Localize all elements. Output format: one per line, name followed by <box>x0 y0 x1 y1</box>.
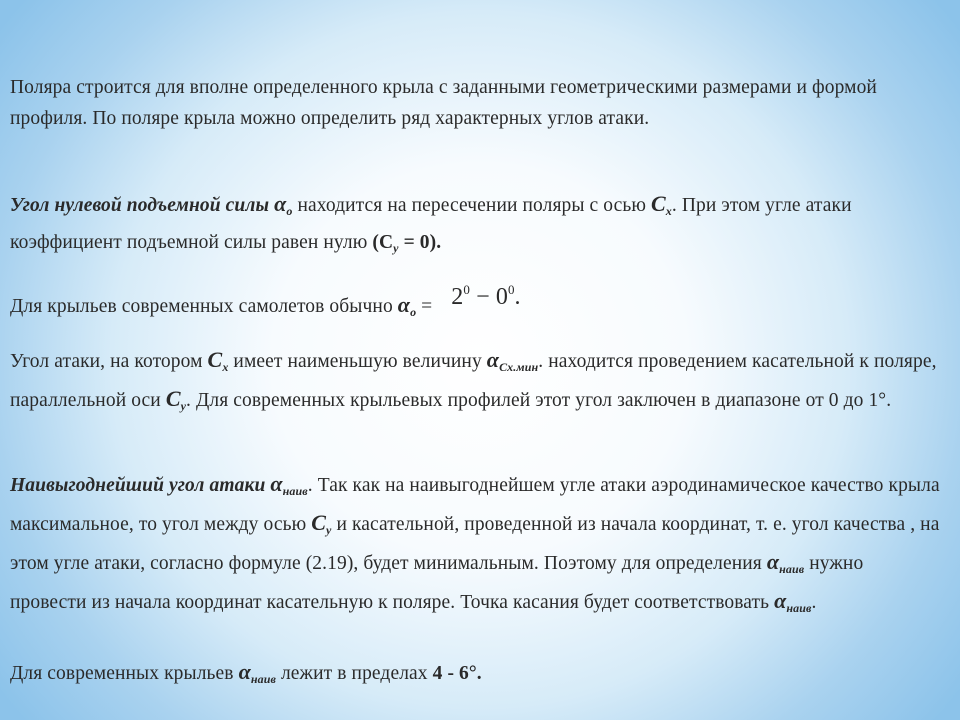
min-drag-text-3: . находится проведением касательной к поляре, параллельной оси <box>10 351 937 411</box>
paragraph-optimal-angle <box>10 468 940 624</box>
zero-lift-term: Угол нулевой подъемной силы <box>10 195 270 216</box>
optimal-text-1: . Так как на наивыгоднейшем угле атаки аэродинамическое качество крыла максимальное, то угол между осью <box>10 475 940 535</box>
paragraph-typical-zero-lift <box>10 282 940 328</box>
optimal-range-text-1: Для современных крыльев <box>10 663 234 684</box>
min-drag-text-2: имеет наименьшую величину <box>233 351 482 372</box>
alpha-symbol: $\alpha_{наив}$ <box>774 588 812 615</box>
optimal-text-3: нужно провести из начала координат касательную к поляре. Точка касания будет соответствовать <box>10 553 864 613</box>
optimal-text-2: и касательной, проведенной из начала координат, т. е. угол качества , на этом угле атаки, согласно формуле (2.19), будет минимальным. Поэтому для определения <box>10 514 940 574</box>
cy-symbol: $C_y$ <box>165 386 187 413</box>
paragraph-optimal-range <box>10 656 940 695</box>
cy-symbol: $C_y$ <box>311 510 332 537</box>
paragraph-min-drag-angle <box>10 344 940 422</box>
alpha-symbol: $\alpha_{наив}$ <box>766 549 805 576</box>
optimal-range-text-2: лежит в пределах <box>280 663 428 684</box>
alpha-symbol: $\alpha_{наив}$ <box>238 659 276 686</box>
alpha-symbol: $\alpha_o$ <box>397 292 417 319</box>
angle-range-formula: $2^0 - 0^0$. <box>451 282 521 310</box>
typical-zero-lift-text: Для крыльев современных самолетов обычно <box>10 296 393 317</box>
zero-lift-text-2: . При этом угле атаки коэффициент подъемной силы равен нулю <box>10 195 852 253</box>
alpha-symbol: $\alpha_o$ <box>274 191 293 218</box>
alpha-symbol: $\alpha_{наив}$ <box>270 471 308 498</box>
optimal-text-4: . <box>811 592 817 613</box>
optimal-angle-term: Наивыгоднейший угол атаки <box>10 475 266 496</box>
cx-symbol: $C_x$ <box>207 347 229 374</box>
polar-intro-text: Поляра строится для вполне определенного крыла с заданными геометрическими размерами и формой профиля. По поляре крыла можно определить ряд характерных углов атаки. <box>10 77 877 129</box>
min-drag-text-4: . Для современных крыльевых профилей этот угол заключен в диапазоне от 0 до 1°. <box>186 390 892 411</box>
alpha-symbol: $\alpha_{Cx.мин}$ <box>486 347 539 374</box>
paragraph-zero-lift-angle <box>10 188 940 264</box>
paragraph-polar-intro <box>10 72 940 134</box>
cy-zero-equation: $(C_y = 0)$. <box>372 232 442 255</box>
zero-lift-text-1: находится на пересечении поляры с осью <box>297 195 647 216</box>
cx-symbol: $C_x$ <box>651 191 672 218</box>
optimal-range-value: 4 - 6°. <box>432 663 482 684</box>
min-drag-text-1: Угол атаки, на котором <box>10 351 203 372</box>
equals-sign: = <box>421 296 433 317</box>
